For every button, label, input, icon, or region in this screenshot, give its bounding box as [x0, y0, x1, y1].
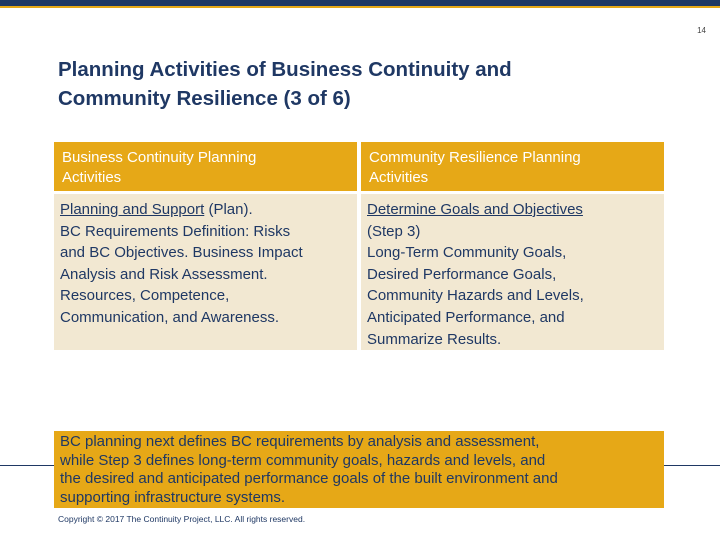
- callout-line: supporting infrastructure systems.: [60, 488, 286, 506]
- header-bc-line-1: Business Continuity Planning: [62, 149, 257, 166]
- copyright-notice: Copyright © 2017 The Continuity Project, LLC. All rights reserved.: [58, 514, 306, 524]
- comparison-table: [54, 142, 664, 350]
- bc-line: Resources, Competence,: [60, 287, 230, 305]
- callout-line: the desired and anticipated performance goals of the built environment and: [60, 470, 558, 487]
- cr-lead-link[interactable]: Determine Goals and Objectives: [367, 201, 583, 218]
- bc-line: BC Requirements Definition: Risks: [60, 222, 291, 240]
- bc-line: and BC Objectives. Business Impact: [60, 244, 303, 262]
- cr-line: (Step 3): [367, 222, 421, 240]
- top-accent-stripe: [0, 6, 720, 8]
- bc-line: Analysis and Risk Assessment.: [60, 265, 268, 283]
- title-line-1: Planning Activities of Business Continuity and: [58, 58, 512, 81]
- header-cr-planning: [361, 142, 664, 191]
- slide-title: [58, 55, 658, 113]
- bc-line: Communication, and Awareness.: [60, 308, 280, 326]
- cr-line: Community Hazards and Levels,: [367, 287, 584, 305]
- cr-line: Summarize Results.: [367, 330, 502, 348]
- title-line-2: Community Resilience (3 of 6): [58, 87, 351, 110]
- cell-bc-activities: [54, 194, 357, 350]
- cr-line: Anticipated Performance, and: [367, 308, 565, 326]
- cr-line: Long-Term Community Goals,: [367, 244, 567, 262]
- page-number: 14: [697, 26, 706, 35]
- callout-line: BC planning next defines BC requirements by analysis and assessment,: [60, 433, 540, 450]
- bc-lead-line: [60, 199, 351, 221]
- bc-lead-rest: (Plan).: [204, 201, 253, 218]
- bc-lead-link[interactable]: Planning and Support: [60, 201, 205, 218]
- callout-line: while Step 3 defines long-term community goals, hazards and levels, and: [60, 451, 546, 469]
- cr-line: Desired Performance Goals,: [367, 265, 557, 283]
- summary-callout: [54, 431, 664, 508]
- header-cr-line-2: Activities: [369, 169, 429, 186]
- cell-cr-activities: [361, 194, 664, 350]
- header-cr-line-1: Community Resilience Planning: [369, 149, 581, 166]
- header-bc-line-2: Activities: [62, 169, 122, 186]
- header-bc-planning: [54, 142, 357, 191]
